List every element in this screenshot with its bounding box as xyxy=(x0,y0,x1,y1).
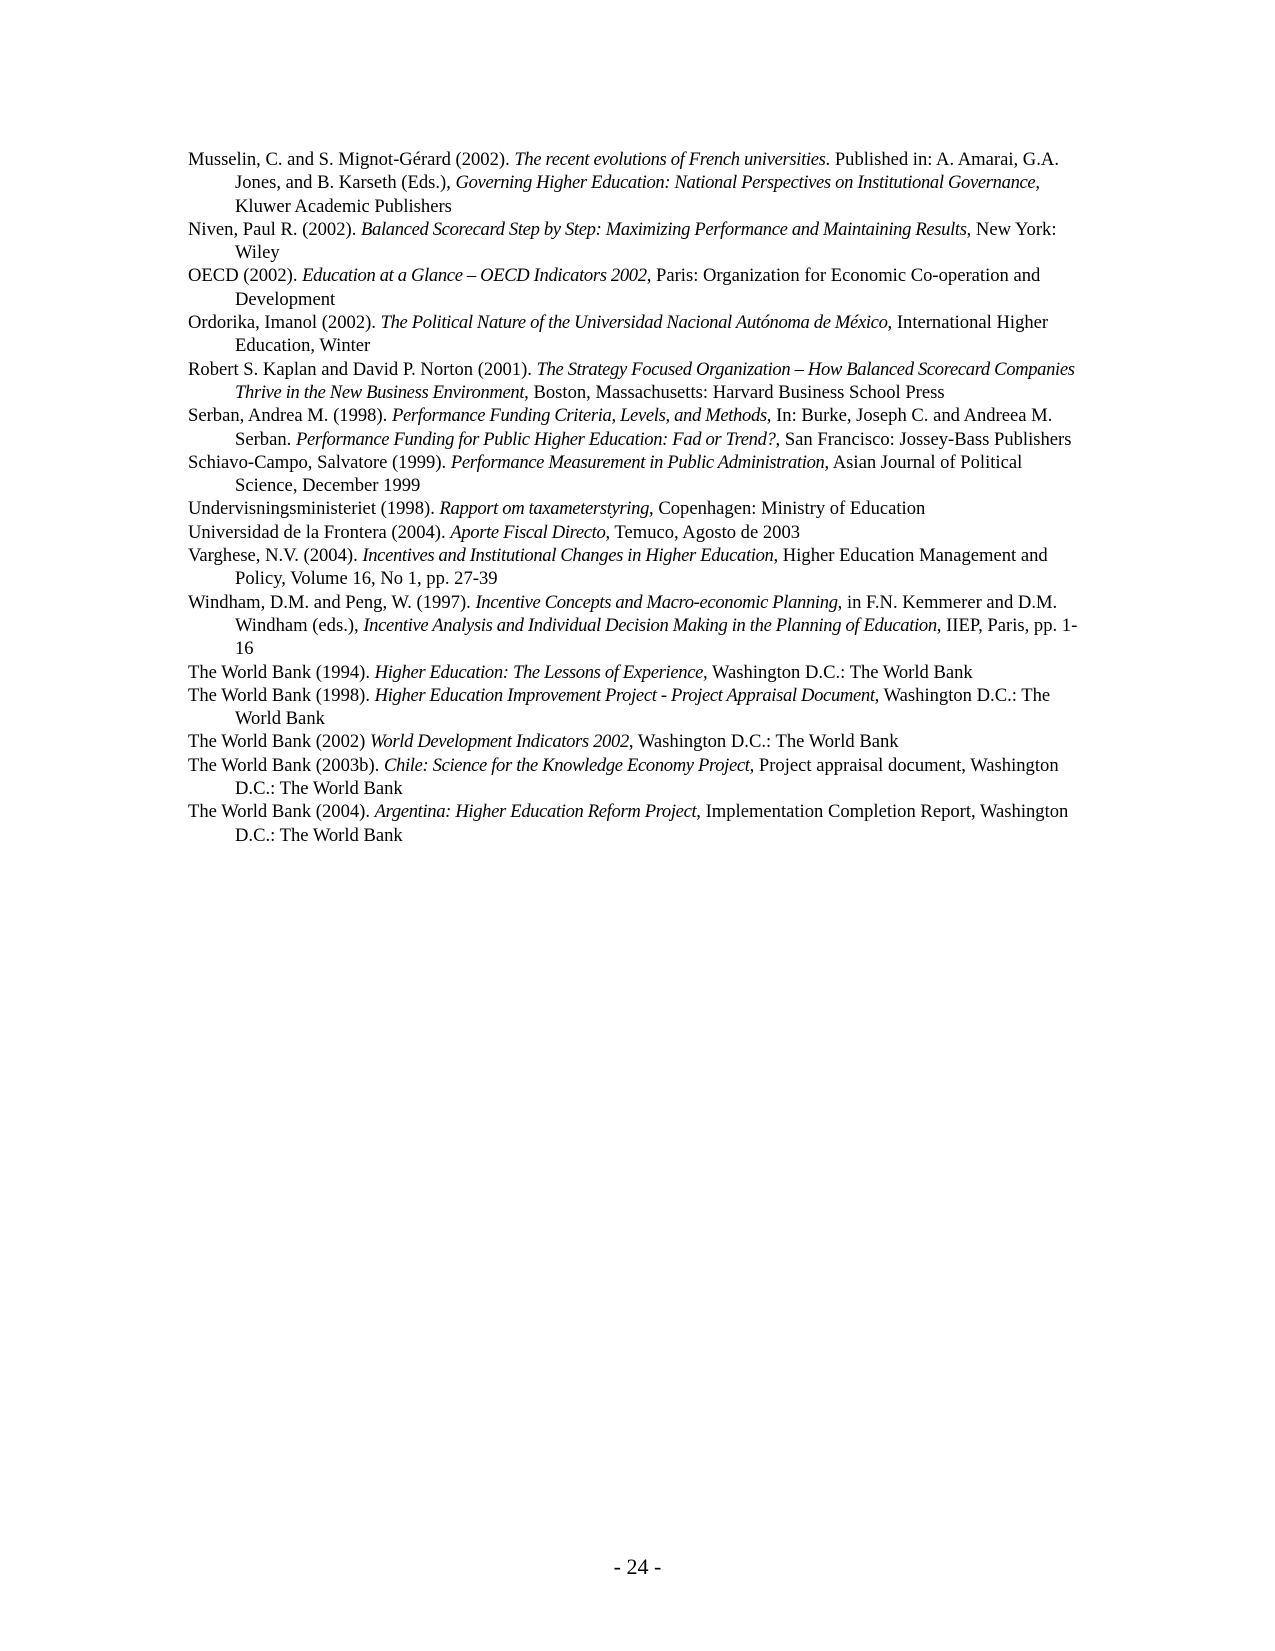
reference-title: Argentina: Higher Education Reform Project xyxy=(374,801,697,823)
reference-title: The Strategy Focused Organization – How Balanced Scorecard Companies Thrive in the New Business Environment xyxy=(235,358,1075,403)
reference-text: , Copenhagen: Ministry of Education xyxy=(649,498,926,520)
reference-entry xyxy=(188,358,1088,405)
reference-title: Incentive Analysis and Individual Decision Making in the Planning of Education xyxy=(363,614,937,636)
page-number: - 24 - xyxy=(613,1554,662,1579)
reference-entry xyxy=(188,521,1088,544)
reference-text: , San Francisco: Jossey-Bass Publishers xyxy=(775,428,1072,450)
reference-text: , Washington D.C.: The World Bank xyxy=(628,731,899,753)
reference-text: , Kluwer Academic Publishers xyxy=(235,172,1040,217)
reference-text: , New York: Wiley xyxy=(235,218,1057,264)
reference-text: The World Bank (1994). xyxy=(188,661,375,683)
reference-title: Performance Funding Criteria, Levels, and Methods xyxy=(391,405,767,427)
reference-text: The World Bank (2002) xyxy=(188,731,370,753)
reference-text: Ordorika, Imanol (2002). xyxy=(188,312,381,334)
reference-entry xyxy=(188,591,1088,661)
reference-text: , Project appraisal document, Washington D.C.: The World Bank xyxy=(235,754,1059,800)
reference-text: Niven, Paul R. (2002). xyxy=(188,218,362,240)
reference-title: Incentive Concepts and Macro-economic Planning xyxy=(475,591,838,613)
reference-list xyxy=(188,148,1088,847)
reference-entry xyxy=(188,404,1088,451)
reference-text: , Implementation Completion Report, Washington D.C.: The World Bank xyxy=(235,801,1069,846)
reference-text: , In: Burke, Joseph C. and Andreea M. Serban. xyxy=(235,405,1053,450)
reference-text: Robert S. Kaplan and David P. Norton (2001). xyxy=(188,358,537,380)
reference-title: World Development Indicators 2002 xyxy=(370,731,629,753)
reference-title: Rapport om taxameterstyring xyxy=(439,498,650,520)
reference-text: Varghese, N.V. (2004). xyxy=(188,545,363,567)
reference-title: Balanced Scorecard Step by Step: Maximizing Performance and Maintaining Results xyxy=(361,218,967,240)
reference-entry xyxy=(188,754,1088,801)
reference-text: Windham, D.M. and Peng, W. (1997). xyxy=(188,591,476,613)
reference-title: Chile: Science for the Knowledge Economy Project xyxy=(383,754,750,776)
reference-text: . Published in: A. Amarai, G.A. Jones, and B. Karseth (Eds.), xyxy=(235,149,1059,194)
reference-text: The World Bank (2004). xyxy=(188,801,375,823)
reference-text: Universidad de la Frontera (2004). xyxy=(188,521,451,543)
reference-title: Higher Education Improvement Project - Project Appraisal Document xyxy=(374,684,875,706)
reference-text: The World Bank (2003b). xyxy=(188,754,384,776)
reference-text: Musselin, C. and S. Mignot-Gérard (2002). xyxy=(188,149,515,170)
reference-text: Undervisningsministeriet (1998). xyxy=(188,498,440,520)
reference-title: Governing Higher Education: National Perspectives on Institutional Governance xyxy=(455,172,1036,194)
reference-text: , Boston, Massachusetts: Harvard Business School Press xyxy=(524,381,945,403)
reference-title: Aporte Fiscal Directo xyxy=(450,521,606,543)
reference-entry xyxy=(188,661,1088,684)
reference-text: , International Higher Education, Winter xyxy=(235,312,1049,357)
reference-entry xyxy=(188,451,1088,498)
reference-title: Higher Education: The Lessons of Experience xyxy=(374,661,704,683)
reference-entry xyxy=(188,544,1088,591)
reference-entry xyxy=(188,730,1088,753)
reference-text: OECD (2002). xyxy=(188,265,303,287)
reference-entry xyxy=(188,497,1088,520)
reference-title: Education at a Glance – OECD Indicators 2002 xyxy=(302,265,647,287)
reference-text: , in F.N. Kemmerer and D.M. Windham (eds.), xyxy=(235,591,1058,636)
reference-text: , Temuco, Agosto de 2003 xyxy=(605,521,801,543)
reference-text: , Washington D.C.: The World Bank xyxy=(703,661,973,683)
reference-text: , Paris: Organization for Economic Co-operation and Development xyxy=(235,265,1041,310)
reference-title: Performance Measurement in Public Administration xyxy=(450,451,825,473)
reference-title: The Political Nature of the Universidad Nacional Autónoma de México xyxy=(380,312,888,334)
reference-text: , Washington D.C.: The World Bank xyxy=(235,684,1051,730)
reference-text: , Higher Education Management and Policy, Volume 16, No 1, pp. 27-39 xyxy=(235,545,1048,590)
reference-entry xyxy=(188,684,1088,731)
reference-entry xyxy=(188,264,1088,311)
reference-entry xyxy=(188,148,1088,218)
reference-text: Serban, Andrea M. (1998). xyxy=(188,405,392,427)
reference-text: , IIEP, Paris, pp. 1-16 xyxy=(235,614,1078,660)
reference-title: Incentives and Institutional Changes in Higher Education xyxy=(362,545,774,567)
reference-title: Performance Funding for Public Higher Education: Fad or Trend? xyxy=(295,428,776,450)
reference-entry xyxy=(188,311,1088,358)
reference-title: The recent evolutions of French universities xyxy=(514,149,826,170)
reference-text: Schiavo-Campo, Salvatore (1999). xyxy=(188,451,451,473)
reference-entry xyxy=(188,218,1088,265)
reference-entry xyxy=(188,800,1088,847)
reference-text: , Asian Journal of Political Science, December 1999 xyxy=(235,451,1023,497)
reference-text: The World Bank (1998). xyxy=(188,684,375,706)
